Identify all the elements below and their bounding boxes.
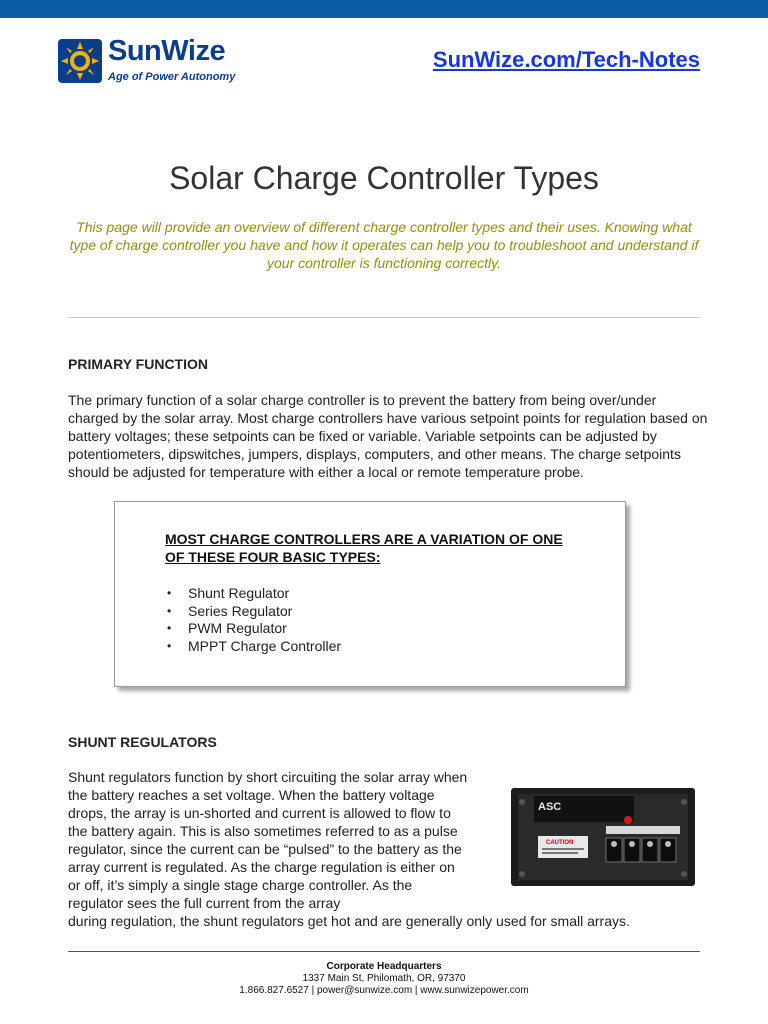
callout-heading-colon: : xyxy=(375,549,381,565)
list-item xyxy=(165,638,341,656)
section-heading-shunt-regulators: SHUNT REGULATORS xyxy=(68,734,217,750)
shunt-text-last-line: during regulation, the shunt regulators get hot and are generally only used for small arrays. xyxy=(68,913,630,929)
shunt-text-wrapped: Shunt regulators function by short circuiting the solar array when the battery reaches a set voltage. When the battery voltage drops, the array is un-shorted and current is allowed to flow to the battery again. This is also sometimes referred to as a pulse regulator, since the current can be “pulsed” to the battery as the array current is regulated. As the charge regulation is either on or off, it’s simply a single stage charge controller. As the regulator sees the full current from the array xyxy=(68,769,468,911)
footer-address: 1337 Main St, Philomath, OR, 97370 xyxy=(302,973,466,984)
list-item-label: Series Regulator xyxy=(188,602,293,619)
device-caution-label: CAUTION xyxy=(546,840,574,846)
callout-heading xyxy=(165,530,585,566)
list-item xyxy=(165,620,341,638)
bullet-icon: • xyxy=(167,621,172,635)
device-brand-label: ASC xyxy=(538,801,562,813)
footer-contact[interactable]: 1.866.827.6527 | power@sunwize.com | www.sunwizepower.com xyxy=(239,985,529,996)
sun-logo-icon xyxy=(58,39,102,83)
intro-paragraph: This page will provide an overview of different charge controller types and their uses. Knowing what type of charge controller you have and how it operates can help you to troubleshoot and understand if your controller is functioning correctly. xyxy=(69,219,699,271)
controller-types-list xyxy=(165,585,341,655)
divider xyxy=(68,317,700,318)
section-heading-primary-function: PRIMARY FUNCTION xyxy=(68,356,208,372)
brand-tagline: Age of Power Autonomy xyxy=(108,71,236,83)
page-title: Solar Charge Controller Types xyxy=(169,160,599,196)
sunwize-logo[interactable] xyxy=(58,37,248,89)
list-item-label: PWM Regulator xyxy=(188,620,287,636)
bullet-icon: • xyxy=(167,586,172,600)
tech-notes-link[interactable]: SunWize.com/Tech-Notes xyxy=(432,47,700,72)
controller-types-callout xyxy=(114,501,626,687)
footer-hq-label: Corporate Headquarters xyxy=(326,961,442,972)
footer-divider xyxy=(68,951,700,952)
list-item xyxy=(165,585,341,603)
callout-heading-text: MOST CHARGE CONTROLLERS ARE A VARIATION OF ONE OF THESE FOUR BASIC TYPES xyxy=(165,531,563,565)
shunt-regulator-photo xyxy=(508,782,698,892)
list-item xyxy=(165,603,341,621)
bullet-icon: • xyxy=(167,603,172,618)
bullet-icon: • xyxy=(167,638,172,653)
brand-name: SunWize xyxy=(108,35,226,67)
top-banner xyxy=(0,0,768,18)
list-item-label: Shunt Regulator xyxy=(188,585,290,601)
list-item-label: MPPT Charge Controller xyxy=(188,637,342,654)
footer xyxy=(0,961,768,997)
primary-function-paragraph: The primary function of a solar charge controller is to prevent the battery from being over/under charged by the solar array. Most charge controllers have various setpoint points for regulation based on battery voltages; these setpoints can be fixed or variable. Variable setpoints can be adjusted by potentiometers, dipswitches, jumpers, displays, computers, and other means. The charge setpoints should be adjusted for temperature with either a local or remote temperature probe. xyxy=(68,392,708,480)
